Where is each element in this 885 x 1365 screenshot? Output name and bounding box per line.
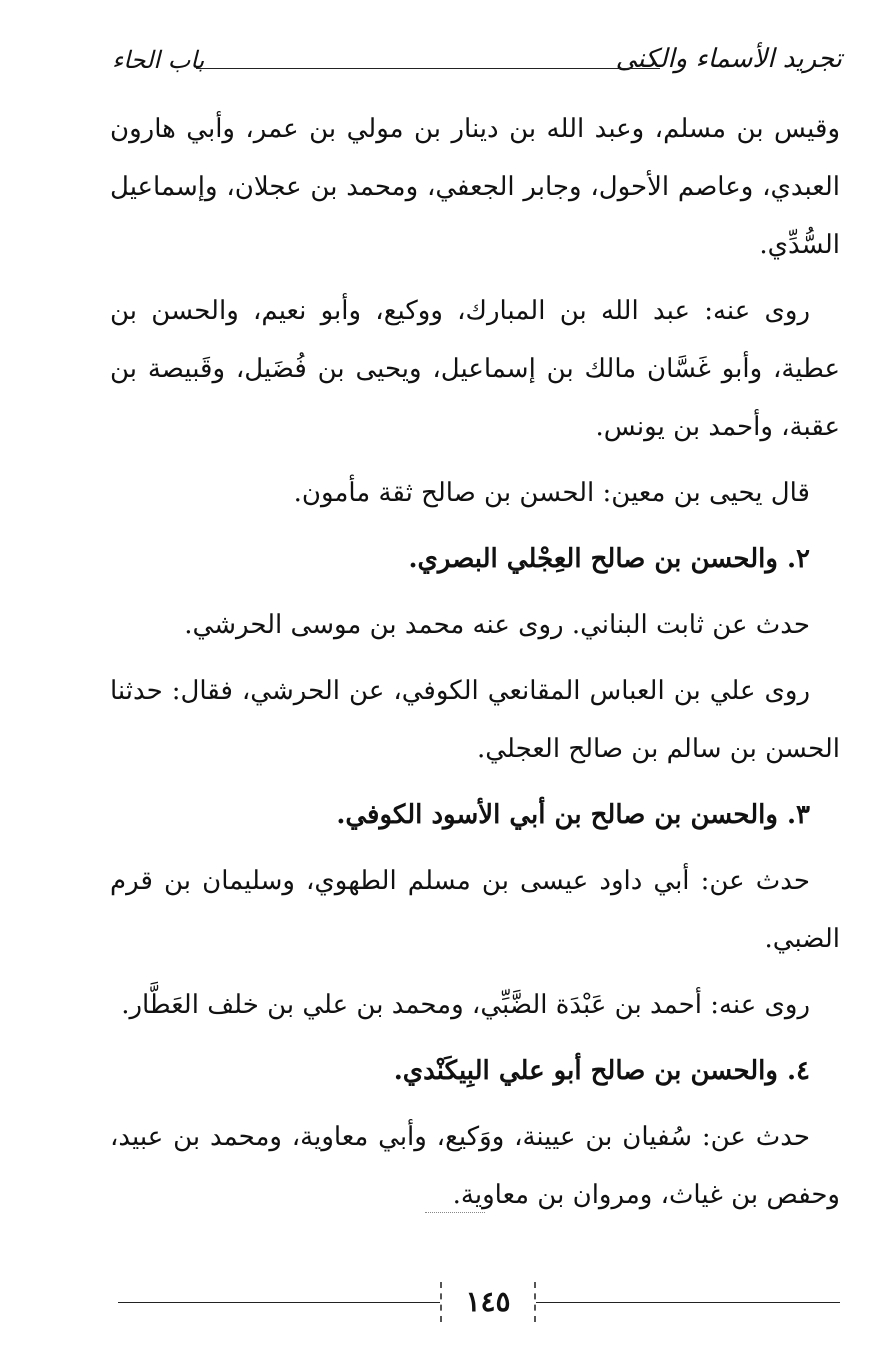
paragraph-1: وقيس بن مسلم، وعبد الله بن دينار بن مولي بن عمر، وأبي هارون العبدي، وعاصم الأحول، وجابر الجعفي، ومحمد بن عجلان، وإسماعيل السُّدِّي. xyxy=(110,114,840,260)
paragraph-7: روى عنه: أحمد بن عَبْدَة الضَّبِّي، ومحمد بن علي بن خلف العَطَّار. xyxy=(121,990,810,1020)
paragraph-5: روى علي بن العباس المقانعي الكوفي، عن الحرشي، فقال: حدثنا الحسن بن سالم بن صالح العجلي. xyxy=(110,676,840,764)
paragraph-8: حدث عن: سُفيان بن عيينة، ووَكيع، وأبي معاوية، ومحمد بن عبيد، وحفص بن غياث، ومروان بن معاوية. xyxy=(110,1122,840,1210)
entry-heading-3: ٣. والحسن بن صالح بن أبي الأسود الكوفي. xyxy=(336,800,810,830)
paragraph-6: حدث عن: أبي داود عيسى بن مسلم الطهوي، وسليمان بن قرم الضبي. xyxy=(110,866,840,954)
running-header xyxy=(112,44,842,84)
paragraph-4: حدث عن ثابت البناني. روى عنه محمد بن موسى الحرشي. xyxy=(184,610,810,640)
page-body xyxy=(110,100,840,1232)
entry-heading-4: ٤. والحسن بن صالح أبو علي البِيكَنْدي. xyxy=(393,1056,810,1086)
page-number: ١٤٥ xyxy=(440,1282,536,1322)
entry-heading-2: ٢. والحسن بن صالح العِجْلي البصري. xyxy=(408,544,810,574)
header-rule xyxy=(196,68,660,69)
footer-dots xyxy=(425,1212,485,1213)
paragraph-3: قال يحيى بن معين: الحسن بن صالح ثقة مأمون. xyxy=(293,478,810,508)
paragraph-2: روى عنه: عبد الله بن المبارك، ووكيع، وأبو نعيم، والحسن بن عطية، وأبو غَسَّان مالك بن إسماعيل، ويحيى بن فُضَيل، وقَبيصة بن عقبة، وأحمد بن يونس. xyxy=(110,296,840,442)
book-title: تجريد الأسماء والكنى xyxy=(615,44,842,74)
chapter-title: باب الحاء xyxy=(112,46,205,74)
